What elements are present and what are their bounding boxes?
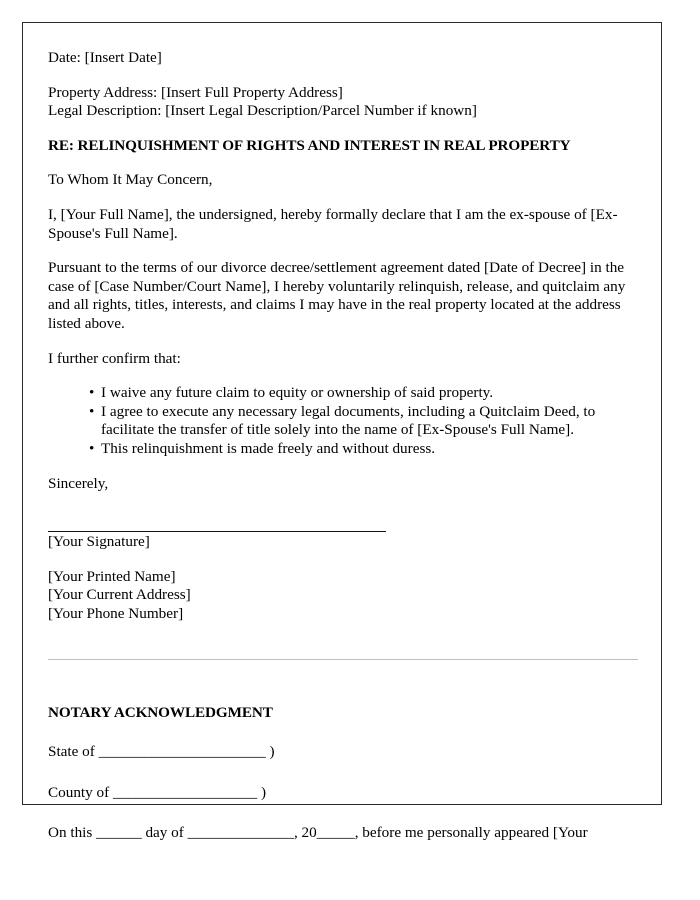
signature-line — [48, 531, 386, 532]
section-divider — [48, 659, 638, 660]
notary-state-field: State of ______________________ ) — [48, 743, 275, 761]
contact-block — [48, 568, 638, 624]
signature-caption: [Your Signature] — [48, 533, 150, 551]
declaration-paragraph: I, [Your Full Name], the undersigned, hereby formally declare that I am the ex-spouse of [Ex-Spouse's Full Name]. — [48, 205, 618, 242]
re-heading: RE: RELINQUISHMENT OF RIGHTS AND INTEREST IN REAL PROPERTY — [48, 136, 571, 154]
date-line: Date: [Insert Date] — [48, 49, 162, 66]
printed-name-line: [Your Printed Name] — [48, 567, 176, 585]
notary-county-field: County of ___________________ ) — [48, 783, 267, 801]
property-address-line: Property Address: [Insert Full Property Address] — [48, 83, 343, 101]
notary-heading: NOTARY ACKNOWLEDGMENT — [48, 704, 273, 722]
pursuant-paragraph: Pursuant to the terms of our divorce decree/settlement agreement dated [Date of Decree] in the case of [Case Number/Court Name], I hereby voluntarily relinquish, release, and quitclaim any and all rights, titles, interests, and claims I may have in the real property located at the address listed above. — [48, 259, 626, 332]
document-page — [22, 22, 662, 842]
salutation: To Whom It May Concern, — [48, 171, 213, 189]
list-item: • This relinquishment is made freely and without duress. — [89, 440, 638, 459]
current-address-line: [Your Current Address] — [48, 586, 191, 604]
signature-spacer — [48, 509, 638, 531]
confirm-intro: I further confirm that: — [48, 349, 181, 367]
closing-salutation: Sincerely, — [48, 474, 109, 492]
list-item: • I agree to execute any necessary legal documents, including a Quitclaim Deed, to facilitate the transfer of title solely into the name of [Ex-Spouse's Full Name]. — [89, 403, 638, 440]
confirmation-list — [48, 384, 638, 458]
document-content — [48, 49, 638, 843]
legal-description-line: Legal Description: [Insert Legal Description/Parcel Number if known] — [48, 102, 477, 120]
list-item: • I waive any future claim to equity or ownership of said property. — [89, 384, 638, 403]
notary-appearance-line: On this ______ day of ______________, 20_____, before me personally appeared [Your — [48, 824, 588, 842]
phone-number-line: [Your Phone Number] — [48, 604, 184, 622]
